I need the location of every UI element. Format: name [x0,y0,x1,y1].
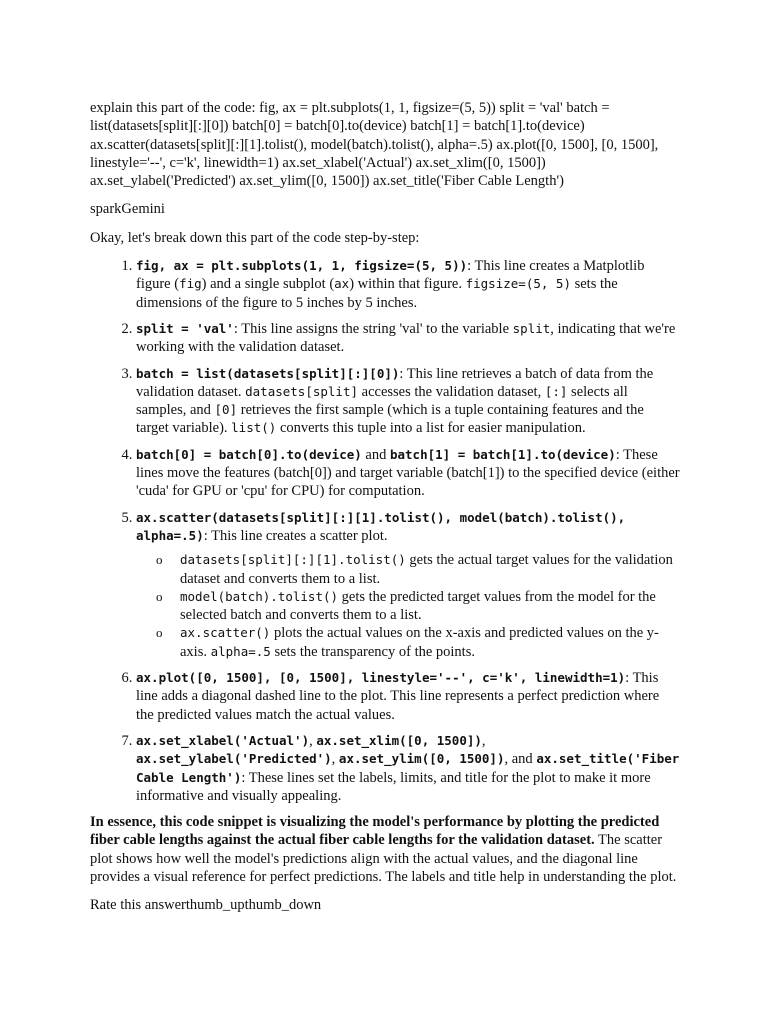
step-code: ax.set_title('Fiber Cable Length') [136,751,680,785]
step-code: batch = list(datasets[split][:][0]) [136,365,400,381]
step-text: , [331,751,339,768]
inline-code: fig [179,276,202,292]
model-label: sparkGemini [90,201,165,218]
intro-text: Okay, let's break down this part of the code step-by-step: [90,229,420,246]
step-item [136,320,680,357]
step-code: batch[0] = batch[0].to(device) [136,446,362,462]
sub-list [136,551,680,661]
step-text: converts this tuple into a list for easier manipulation. [276,420,586,437]
inline-code: [0] [214,402,238,418]
step-text: , [309,732,317,749]
step-item [136,365,680,438]
step-code: ax.scatter(datasets[split][:][1].tolist(), model(batch).tolist(), alpha=.5) [136,509,626,543]
step-code: ax.set_ylabel('Predicted') [136,751,332,767]
inline-code: datasets[split][:][1].tolist() [180,552,406,568]
step-code: split = 'val' [136,320,234,336]
sub-text: sets the transparency of the points. [270,643,475,660]
sub-item [180,551,680,588]
step-item [136,509,680,661]
inline-code: figsize=(5, 5) [465,276,571,292]
step-item [136,669,680,724]
rate-answer-label[interactable]: Rate this answerthumb_upthumb_down [90,897,322,914]
step-text: retrieves the first sample (which is a tuple containing features and the target variable). [136,402,644,437]
step-text: : This line adds a diagonal dashed line to the plot. This line represents a perfect prediction where the predicted values match the actual values. [136,670,660,723]
step-text: : This line creates a Matplotlib figure ( [136,258,645,293]
user-question: explain this part of the code: fig, ax = plt.subplots(1, 1, figsize=(5, 5)) split = 'val' batch = list(datasets[split][:][0]) batch[0] = batch[0].to(device) batch[1] = batch[1].to(device) ax.scatter(datasets[split][:][1].tolist(), model(batch).tolist(), alpha=.5) ax.plot([0, 1500], [0, 1500], linestyle='--', c='k', linewidth=1) ax.set_xlabel('Actual') ax.set_xlim([0, 1500]) ax.set_ylabel('Predicted') ax.set_ylim([0, 1500]) ax.set_title('Fiber Cable Length') [90,100,659,190]
step-item [136,257,680,312]
step-text: , [481,732,486,749]
step-code: ax.plot([0, 1500], [0, 1500], linestyle='--', c='k', linewidth=1) [136,670,626,686]
step-item [136,732,680,805]
step-text: , indicating that we're working with the validation dataset. [136,320,676,356]
step-item [136,446,680,501]
step-text: , and [504,751,537,768]
step-text: and [361,446,390,463]
summary-paragraph [90,813,680,886]
inline-code: model(batch).tolist() [180,588,339,604]
inline-code: datasets[split] [245,383,359,399]
step-text: : These lines set the labels, limits, and title for the plot to make it more informative and visually appealing. [136,769,651,804]
sub-item [180,588,680,625]
sub-text: plots the actual values on the x-axis and predicted values on the y-axis. [180,625,659,660]
step-text: : This line assigns the string 'val' to the variable [233,320,513,337]
step-code: ax.set_xlim([0, 1500]) [316,732,482,748]
step-text: accesses the validation dataset, [358,383,545,400]
inline-code: [:] [544,383,568,399]
inline-code: ax.scatter() [180,625,271,641]
step-code: batch[1] = batch[1].to(device) [389,446,616,462]
sub-item [180,624,680,661]
step-text: : These lines move the features (batch[0]) and target variable (batch[1]) to the specified device (either 'cuda' for GPU or 'cpu' for CPU) for computation. [136,446,680,500]
sub-text: gets the actual target values for the validation dataset and converts them to a list. [180,552,673,587]
step-text: ) and a single subplot ( [201,276,335,293]
step-text: sets the dimensions of the figure to 5 inches by 5 inches. [136,276,618,311]
steps-list [90,257,680,805]
summary-rest: The scatter plot shows how well the model's predictions align with the actual values, and the diagonal line provides a visual reference for perfect predictions. The labels and title help in understanding the plot. [90,832,677,885]
inline-code: alpha=.5 [210,643,271,659]
step-text: ) within that figure. [349,276,466,293]
inline-code: list() [231,420,277,436]
step-text: : This line retrieves a batch of data from the validation dataset. [136,365,654,400]
step-text: : This line creates a scatter plot. [203,527,388,544]
sub-text: gets the predicted target values from the model for the selected batch and converts them to a list. [180,588,656,624]
inline-code: ax [334,276,350,292]
inline-code: split [512,320,551,336]
step-code: ax.set_xlabel('Actual') [136,732,310,748]
summary-bold: In essence, this code snippet is visualizing the model's performance by plotting the predicted fiber cable lengths against the actual fiber cable lengths for the validation dataset. [90,814,660,849]
step-text: selects all samples, and [136,383,628,419]
step-code: fig, ax = plt.subplots(1, 1, figsize=(5, 5)) [136,258,468,274]
step-code: ax.set_ylim([0, 1500]) [338,751,505,767]
